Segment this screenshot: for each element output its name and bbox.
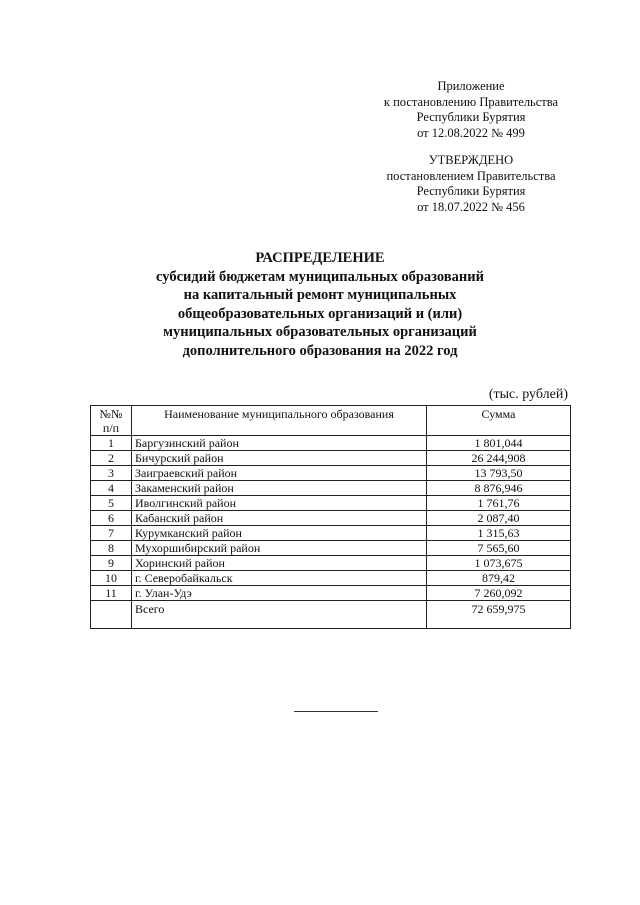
row-sum: 1 073,675 <box>427 556 571 571</box>
title-line: дополнительного образования на 2022 год <box>182 342 458 359</box>
row-number: 11 <box>91 586 132 601</box>
table-row <box>91 436 571 451</box>
total-number-empty <box>91 601 132 629</box>
table-row <box>91 571 571 586</box>
table-row <box>91 511 571 526</box>
appendix-line: Приложение <box>437 79 505 93</box>
document-title <box>120 249 520 360</box>
table-row <box>91 526 571 541</box>
row-name: Мухоршибирский район <box>132 541 427 556</box>
table-row <box>91 586 571 601</box>
row-name: Хоринский район <box>132 556 427 571</box>
row-name: Иволгинский район <box>132 496 427 511</box>
row-name: Бичурский район <box>132 451 427 466</box>
row-number: 9 <box>91 556 132 571</box>
row-name: Кабанский район <box>132 511 427 526</box>
appendix-line: Республики Бурятия <box>416 110 526 125</box>
approved-line: от 18.07.2022 № 456 <box>417 199 525 214</box>
units-label: (тыс. рублей) <box>488 387 568 402</box>
row-sum: 13 793,50 <box>427 466 571 481</box>
table-row <box>91 481 571 496</box>
row-number: 5 <box>91 496 132 511</box>
row-sum: 26 244,908 <box>427 451 571 466</box>
row-name: Закаменский район <box>132 481 427 496</box>
row-number: 6 <box>91 511 132 526</box>
row-name: Курумканский район <box>132 526 427 541</box>
table-body <box>91 436 571 629</box>
table-header-row <box>91 406 571 436</box>
approved-line: УТВЕРЖДЕНО <box>428 153 514 167</box>
table-row <box>91 496 571 511</box>
title-line: на капитальный ремонт муниципальных <box>183 287 457 303</box>
table-row <box>91 556 571 571</box>
row-sum: 7 565,60 <box>427 541 571 556</box>
table-row <box>91 451 571 466</box>
row-sum: 8 876,946 <box>427 481 571 496</box>
row-sum: 7 260,092 <box>427 586 571 601</box>
row-sum: 1 761,76 <box>427 496 571 511</box>
row-name: г. Северобайкальск <box>132 571 427 586</box>
appendix-line: от 12.08.2022 № 499 <box>417 125 525 140</box>
footer-divider <box>294 711 378 712</box>
row-sum: 879,42 <box>427 571 571 586</box>
row-number: 8 <box>91 541 132 556</box>
total-sum: 72 659,975 <box>427 601 571 629</box>
row-name: г. Улан-Удэ <box>132 586 427 601</box>
row-sum: 1 315,63 <box>427 526 571 541</box>
row-sum: 2 087,40 <box>427 511 571 526</box>
title-line: общеобразовательных организаций и (или) <box>177 305 463 322</box>
title-line: РАСПРЕДЕЛЕНИЕ <box>255 250 385 266</box>
approved-line: постановлением Правительства <box>386 168 556 183</box>
row-number: 2 <box>91 451 132 466</box>
row-number: 1 <box>91 436 132 451</box>
row-name: Баргузинский район <box>132 436 427 451</box>
row-number: 7 <box>91 526 132 541</box>
title-line: субсидий бюджетам муниципальных образований <box>156 268 484 285</box>
appendix-line: к постановлению Правительства <box>383 94 559 109</box>
header-number-line2: п/п <box>102 421 120 435</box>
row-number: 4 <box>91 481 132 496</box>
row-number: 3 <box>91 466 132 481</box>
table-row <box>91 541 571 556</box>
header-number <box>91 406 132 436</box>
distribution-table <box>90 405 571 629</box>
row-number: 10 <box>91 571 132 586</box>
header-name: Наименование муниципального образования <box>132 406 427 436</box>
row-name: Заиграевский район <box>132 466 427 481</box>
table-total-row <box>91 601 571 629</box>
header-sum: Сумма <box>427 406 571 436</box>
title-line: муниципальных образовательных организаций <box>163 324 477 340</box>
row-sum: 1 801,044 <box>427 436 571 451</box>
table-row <box>91 466 571 481</box>
approved-line: Республики Бурятия <box>416 184 526 199</box>
approved-block <box>360 153 582 215</box>
header-number-line1: №№ <box>99 407 123 421</box>
total-label: Всего <box>132 601 427 629</box>
appendix-block <box>360 79 582 141</box>
